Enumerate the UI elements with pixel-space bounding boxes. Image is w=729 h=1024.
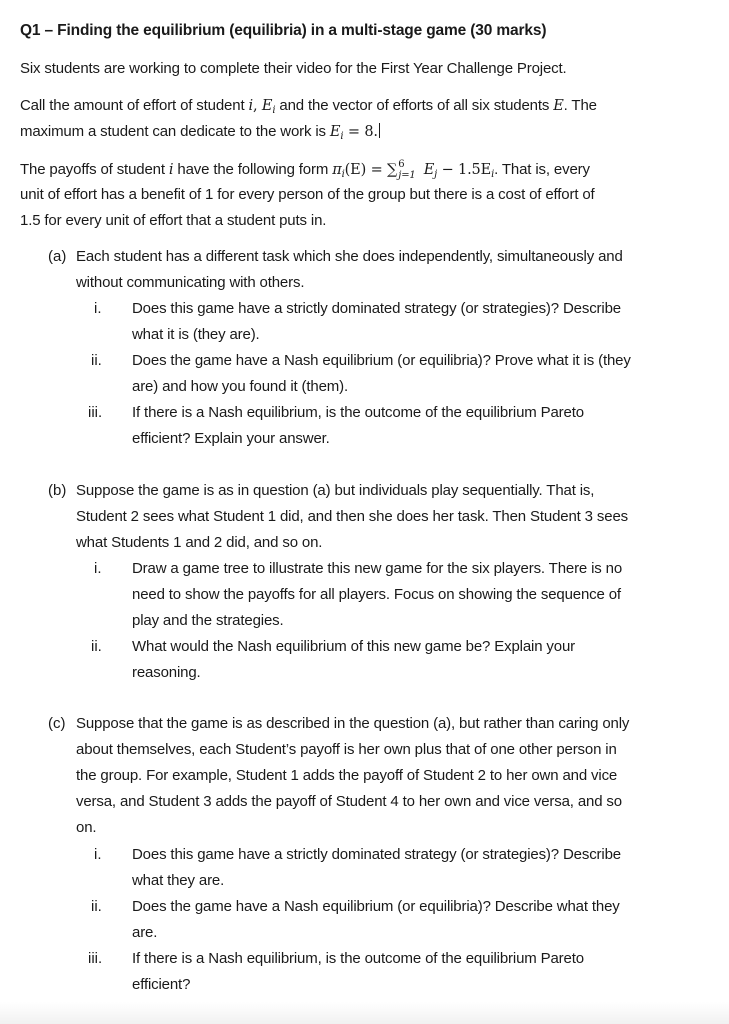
part-c-item-i-text: what they are.: [132, 872, 225, 889]
part-c-item-iii-text: efficient?: [132, 976, 191, 993]
part-a-item-iii-text: If there is a Nash equilibrium, is the outcome of the equilibrium Pareto: [132, 404, 584, 421]
part-a-item-ii-text: Does the game have a Nash equilibrium (or equilibria)? Prove what it is (they: [132, 352, 631, 369]
question-title: Q1 – Finding the equilibrium (equilibria) in a multi-stage game (30 marks): [20, 22, 547, 39]
part-b-text-line: what Students 1 and 2 did, and so on.: [76, 534, 323, 551]
summation-symbol: ∑: [387, 162, 398, 178]
effort-definition-line-1: Call the amount of effort of student i, $E_i$ and the vector of efforts of all six students E. The: [20, 97, 597, 116]
part-c-text-line: the group. For example, Student 1 adds the payoff of Student 2 to her own and vice: [76, 767, 618, 784]
payoff-formula: $\pi_i(E)$ = ∑ 6 j=1 $E_j - 1.5E_i$: [332, 159, 495, 181]
part-a-item-i-text: Does this game have a strictly dominated strategy (or strategies)? Describe: [132, 300, 621, 317]
text-cursor: [379, 123, 380, 138]
part-c-item-ii-text: Does the game have a Nash equilibrium (or equilibria)? Describe what they: [132, 898, 620, 915]
part-b-item-ii-text: What would the Nash equilibrium of this new game be? Explain your: [132, 638, 575, 655]
intro-paragraph: Six students are working to complete their video for the First Year Challenge Project.: [20, 60, 567, 77]
part-b-item-i-text: need to show the payoffs for all players. Focus on showing the sequence of: [132, 586, 621, 603]
payoff-definition-line-3: 1.5 for every unit of effort that a student puts in.: [20, 212, 327, 229]
part-b-text-line: Suppose the game is as in question (a) but individuals play sequentially. That is,: [76, 482, 595, 499]
math-var-E-i: E: [261, 98, 273, 114]
part-c-item-i-text: Does this game have a strictly dominated strategy (or strategies)? Describe: [132, 846, 621, 863]
part-a-text-line: without communicating with others.: [76, 274, 305, 291]
part-a-item-i-label: i.: [94, 300, 102, 317]
math-var-E: E: [553, 98, 564, 114]
part-c-item-ii-label: ii.: [91, 898, 102, 915]
part-c-text-line: Suppose that the game is as described in the question (a), but rather than caring only: [76, 715, 630, 732]
part-b-item-ii-label: ii.: [91, 638, 102, 655]
part-a-item-iii-text: efficient? Explain your answer.: [132, 430, 330, 447]
payoff-definition-line-1: The payoffs of student i have the following form $\pi_i(E)$ = ∑ 6 j=1 $E_j - 1.5E_i$. That is, every: [20, 159, 590, 181]
effort-definition-line-2: maximum a student can dedicate to the work is $E_i = 8$.: [20, 123, 378, 142]
part-a-item-ii-text: are) and how you found it (them).: [132, 378, 348, 395]
part-b-item-i-label: i.: [94, 560, 102, 577]
part-b-item-i-text: play and the strategies.: [132, 612, 284, 629]
part-b-label: (b): [48, 482, 67, 499]
part-a-text-line: Each student has a different task which she does independently, simultaneously and: [76, 248, 623, 265]
part-c-text-line: on.: [76, 819, 97, 836]
part-b-item-ii-text: reasoning.: [132, 664, 201, 681]
part-a-label: (a): [48, 248, 67, 265]
part-b-text-line: Student 2 sees what Student 1 did, and then she does her task. Then Student 3 sees: [76, 508, 628, 525]
part-c-text-line: about themselves, each Student’s payoff is her own plus that of one other person in: [76, 741, 617, 758]
part-a-item-iii-label: iii.: [88, 404, 103, 421]
part-a-item-ii-label: ii.: [91, 352, 102, 369]
page-bottom-edge: [0, 1002, 729, 1024]
part-c-item-iii-label: iii.: [88, 950, 103, 967]
part-b-item-i-text: Draw a game tree to illustrate this new game for the six players. There is no: [132, 560, 623, 577]
payoff-definition-line-2: unit of effort has a benefit of 1 for every person of the group but there is a cost of effort of: [20, 186, 595, 203]
math-var-i: i: [248, 98, 253, 114]
part-c-text-line: versa, and Student 3 adds the payoff of Student 4 to her own and vice versa, and so: [76, 793, 622, 810]
part-c-item-iii-text: If there is a Nash equilibrium, is the outcome of the equilibrium Pareto: [132, 950, 584, 967]
part-c-label: (c): [48, 715, 66, 732]
part-c-item-i-label: i.: [94, 846, 102, 863]
part-a-item-i-text: what it is (they are).: [132, 326, 260, 343]
part-c-item-ii-text: are.: [132, 924, 158, 941]
